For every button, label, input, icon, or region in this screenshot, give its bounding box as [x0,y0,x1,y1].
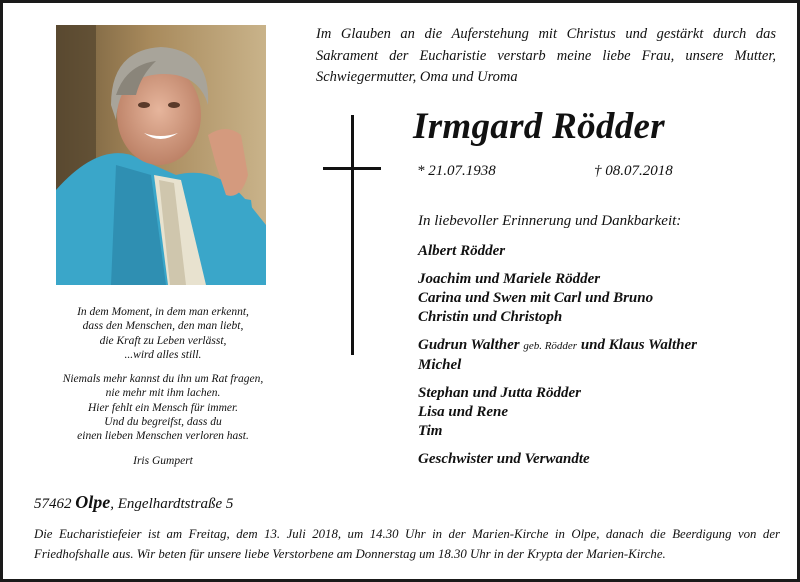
mourner-line: Lisa und Rene [418,404,509,420]
poem-line: dass den Menschen, den man liebt, [82,320,244,333]
address-zip: 57462 [34,496,72,512]
poem-line: Hier fehlt ein Mensch für immer. [87,401,239,414]
poem-author: Iris Gumpert [133,454,193,467]
mourner-line [418,336,788,356]
mourner-group [418,270,788,327]
mourner-line: Joachim und Mariele Rödder [418,271,601,287]
mourner-line: Tim [418,423,443,439]
mourner-group [418,242,788,261]
poem-line: Und du begreifst, dass du [104,416,222,429]
cross-icon [323,115,383,355]
poem-line: nie mehr mit ihm lachen. [105,387,221,400]
mourner-group [418,384,788,441]
poem-line: die Kraft zu Leben verlässt, [99,334,227,347]
poem-stanza [33,305,293,362]
mourner-line: Albert Rödder [418,243,506,259]
death-date: † 08.07.2018 [594,163,673,179]
poem-stanza [33,372,293,443]
mourner-line: Christin und Christoph [418,309,563,325]
mourner-line: Geschwister und Verwandte [418,451,590,467]
mourner-group [418,450,788,469]
mourner-group [418,336,788,375]
mourner-name: und Klaus Walther [580,337,698,353]
mourner-line: Michel [418,357,462,373]
deceased-name: Irmgard Rödder [413,106,665,147]
portrait-photo [56,25,266,285]
mourners-lead: In liebevoller Erinnerung und Dankbarkeit: [418,213,682,229]
poem-line: Niemals mehr kannst du ihn um Rat fragen, [62,373,264,386]
mourners-list [418,211,788,478]
intro-text: Im Glauben an die Auferstehung mit Christus und gestärkt durch das Sakrament der Eucharistie verstarb meine liebe Frau, unsere Mutter, Schwiegermutter, Oma und Uroma [316,26,776,85]
birth-date: * 21.07.1938 [417,163,496,179]
service-info: Die Eucharistiefeier ist am Freitag, dem 13. Juli 2018, um 14.30 Uhr in der Marien-Kirche in Olpe, danach die Beerdigung von der Friedhofshalle aus. Wir beten für unsere liebe Verstorbene am Donnerstag um 18.30 Uhr in der Krypta der Marien-Kirche. [34,527,780,561]
portrait-illustration [56,25,266,285]
address-street: Engelhardtstraße 5 [117,496,234,512]
maiden-name: geb. Rödder [523,340,578,352]
poem-line: In dem Moment, in dem man erkennt, [77,306,249,318]
poem [33,305,293,468]
poem-line: einen lieben Menschen verloren hast. [77,430,249,443]
mourner-line: Carina und Swen mit Carl und Bruno [418,290,654,306]
poem-line: ...wird alles still. [124,348,202,361]
mourner-name: Gudrun Walther [418,337,520,353]
address-city: Olpe [75,492,111,512]
address: 57462 Olpe, Engelhardtstraße 5 [34,492,234,512]
mourner-line: Stephan und Jutta Rödder [418,385,581,401]
